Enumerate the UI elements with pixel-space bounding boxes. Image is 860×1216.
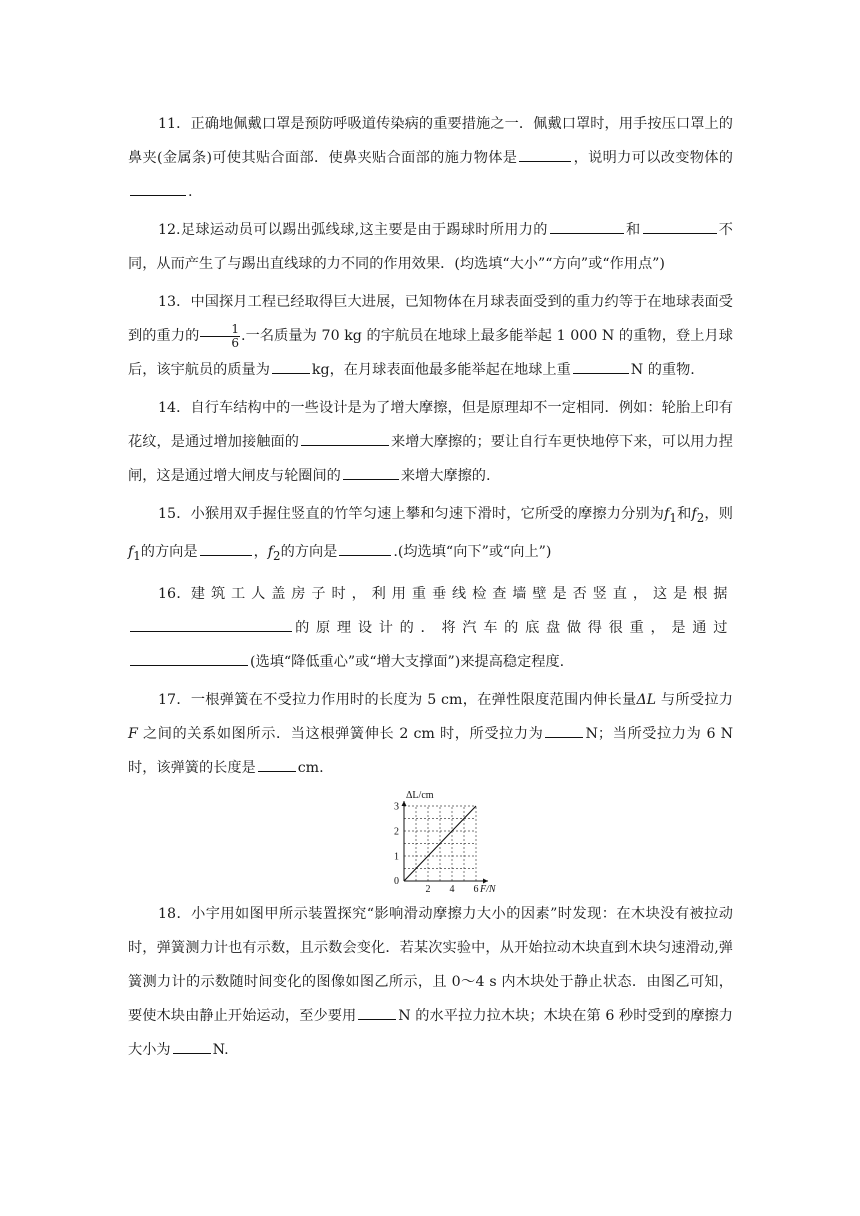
fraction-one-sixth: $\frac{1}{6}$ [200,323,240,350]
answer-blank[interactable] [301,430,389,446]
answer-blank[interactable] [550,218,624,234]
answer-blank[interactable] [258,756,296,772]
answer-blank[interactable] [519,146,571,162]
question-number: 14． [158,400,191,416]
question-number: 11． [158,116,191,132]
answer-blank[interactable] [272,358,310,374]
question-number: 12. [158,222,181,238]
y-axis-label: ΔL/cm [406,789,434,801]
origin-label: 0 [394,875,399,887]
x-tick-label: 6 [473,883,479,893]
question-16: 16．建筑工人盖房子时，利用重垂线检查墙壁是否竖直，这是根据的原理设计的．将汽车的底盘做得很重，是通过(选填“降低重心”或“增大支撑面”)来提高稳定程度. [128,577,733,679]
y-tick-label: 2 [394,826,399,838]
question-number: 13． [158,294,191,310]
x-tick-label: 2 [425,883,431,893]
answer-blank[interactable] [339,540,391,556]
answer-blank[interactable] [130,650,248,666]
question-12: 12.足球运动员可以踢出弧线球,这主要是由于踢球时所用力的 和 不同，从而产生了与踢出直线球的力不同的作用效果．(均选填“大小”“方向”或“作用点”) [128,213,733,281]
answer-blank[interactable] [545,722,583,738]
question-15: 15．小猴用双手握住竖直的竹竿匀速上攀和匀速下滑时，它所受的摩擦力分别为$f_1$和$f_2$，则$f_1$的方向是 ，$f_2$的方向是 .(均选填“向下”或“向上”) [128,506,733,563]
answer-blank[interactable] [130,616,292,632]
answer-blank[interactable] [173,1038,211,1054]
question-number: 17． [158,691,191,708]
answer-blank[interactable] [343,464,399,480]
question-11: 11．正确地佩戴口罩是预防呼吸道传染病的重要措施之一．佩戴口罩时，用手按压口罩上的鼻夹(金属条)可使其贴合面部．使鼻夹贴合面部的施力物体是 ，说明力可以改变物体的. [128,116,733,200]
question-14: 14．自行车结构中的一些设计是为了增大摩擦，但是原理却不一定相同．例如：轮胎上印有花纹，是通过增加接触面的 来增大摩擦的；要让自行车更快地停下来，可以用力捏闸，这是通过增大闸皮与轮圈间的 来增大摩擦的. [128,400,733,484]
spring-extension-chart [382,789,502,893]
x-axis-label: F/N [480,883,496,893]
y-tick-label: 1 [394,851,399,863]
answer-blank[interactable] [130,180,186,196]
answer-blank[interactable] [573,358,629,374]
question-page [128,107,733,1071]
x-axis-arrow [483,878,488,883]
y-axis-arrow [402,801,407,806]
answer-blank[interactable] [200,540,252,556]
question-number: 18． [158,905,192,922]
question-number: 16． [158,585,191,602]
question-13: 13．中国探月工程已经取得巨大进展，已知物体在月球表面受到的重力约等于在地球表面受到的重力的 $\frac{1}{6}$ .一名质量为 70 kg 的宇航员在地球上最多能举起 1 000 N 的重物，登上月球后，该宇航员的质量为 kg，在月球表面他最多能举起在地球上重 N 的重物. [128,294,733,378]
answer-blank[interactable] [643,218,717,234]
question-18: 18．小宇用如图甲所示装置探究“影响滑动摩擦力大小的因素”时发现：在木块没有被拉动时，弹簧测力计也有示数，且示数会变化．若某次实验中，从开始拉动木块直到木块匀速滑动,弹簧测力计的示数随时间变化的图像如图乙所示，且 0～4 s 内木块处于静止状态．由图乙可知，要使木块由静止开始运动，至少要用 N 的水平拉力拉木块；木块在第 6 秒时受到的摩擦力大小为 N. [128,905,733,1058]
x-tick-label: 4 [449,883,455,893]
question-number: 15． [158,506,191,522]
answer-blank[interactable] [358,1004,396,1020]
y-tick-label: 3 [394,801,399,813]
question-17: 17．一根弹簧在不受拉力作用时的长度为 5 cm，在弹性限度范围内伸长量ΔL 与所受拉力 F 之间的关系如图所示．当这根弹簧伸长 2 cm 时，所受拉力为 N；当所受拉力为 6 N 时，该弹簧的长度是 cm. [128,691,734,776]
